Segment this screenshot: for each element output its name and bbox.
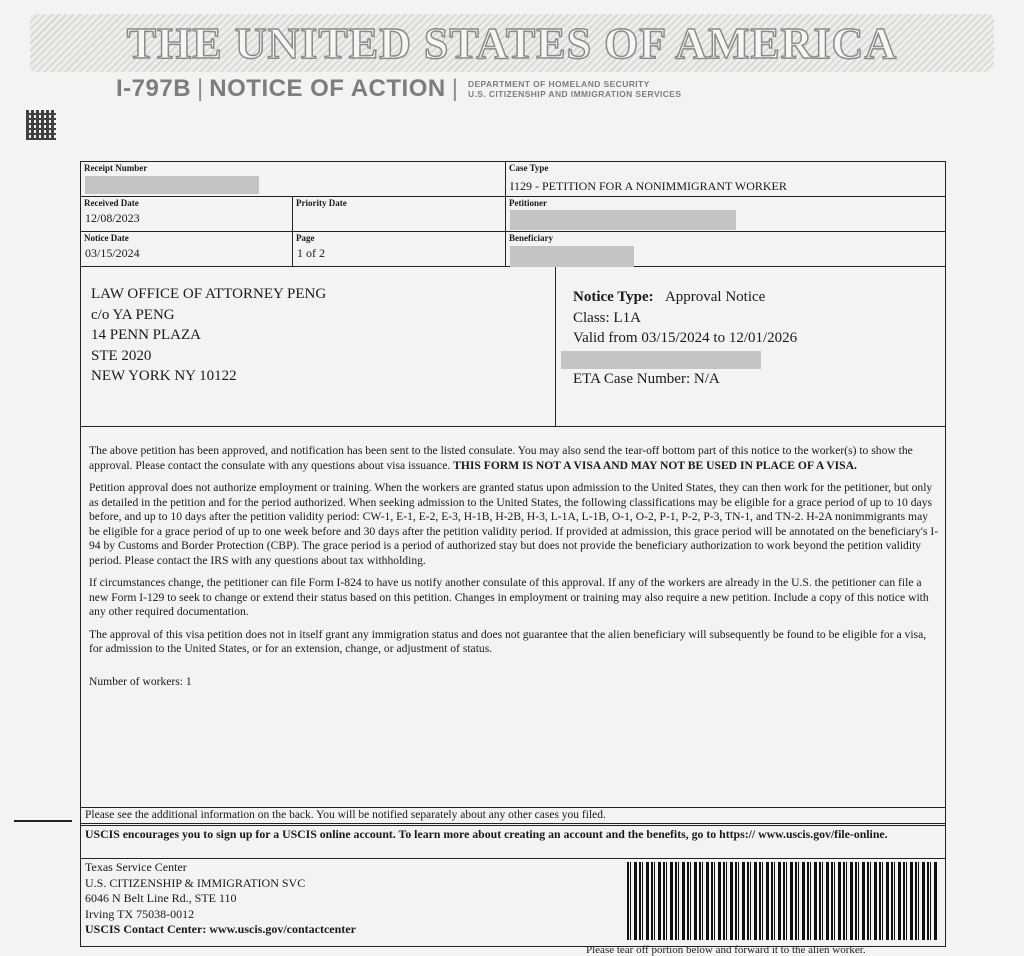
mailing-address [91,284,326,387]
service-center-org: U.S. CITIZENSHIP & IMMIGRATION SVC [85,875,306,890]
address-line-1: LAW OFFICE OF ATTORNEY PENG [91,286,327,302]
page-cell [293,232,506,267]
notice-date-label: Notice Date [84,233,129,243]
case-type-label: Case Type [509,163,549,173]
form-header [116,74,681,104]
body-paragraph-1 [89,444,939,473]
body-paragraph-2: Petition approval does not authorize employment or training. When the workers are granted status upon admission to the United States, they can then work for the petitioner, but only as detailed in the petition and for the period authorized. When seeking admission to the United States, the following classifications may be eligible for a grace period of up to 10 days before, and up to 10 days after the petition validity period: CW-1, E-1, E-2, E-3, H-1B, H-2B, H-3, L-1A, L-1B, O-1, O-2, P-1, P-2, P-3, TN-1, and TN-2. H-2A nonimmigrants may be eligible for a grace period of up to one week before and 30 days after the petition validity period. If provided at admission, this grace period will be annotated on the beneficiary's I-94 by Customs and Border Protection (CBP). The grace period is a period of authorized stay but does not provide the beneficiary authorization to work beyond the petition validity period. Please contact the IRS with any questions about tax withholding. [89,481,939,567]
priority-date-label: Priority Date [296,198,347,208]
address-line-3: 14 PENN PLAZA [91,327,202,343]
country-banner [30,14,994,72]
body-paragraph-4: The approval of this visa petition does not in itself grant any immigration status and does not guarantee that the alien beneficiary will subsequently be found to be eligible for a visa, for admission to the United States, or for an extension, change, or adjustment of status. [89,627,927,655]
received-date-label: Received Date [84,198,139,208]
service-center [85,860,356,938]
beneficiary-cell [506,232,945,267]
dept-line-2: U.S. CITIZENSHIP AND IMMIGRATION SERVICES [467,89,682,99]
form-title: NOTICE OF ACTION [209,75,446,102]
receipt-number-cell [81,162,506,197]
header-separator-2: | [451,75,458,102]
petitioner-label: Petitioner [509,198,547,208]
body-paragraph-3: If circumstances change, the petitioner can file Form I-824 to have us notify another consulate of this approval. If any of the workers are already in the U.S. the petitioner can file a new Form I-129 to seek to change or extend their status based on this petition. Changes in employment or training may also require a new petition. Include a copy of this notice with any other required documentation. [89,576,929,618]
additional-info-row [81,807,945,824]
department-name [468,79,682,99]
notice-date-value: 03/15/2024 [85,246,140,260]
page-label: Page [296,233,315,243]
banner-text: THE UNITED STATES OF AMERICA [126,18,898,68]
petitioner-cell [506,197,945,232]
body-p1-normal: The above petition has been approved, and notification has been sent to the listed consulate. You may also send the tear-off bottom part of this notice to the worker(s) to show the approval. Please contact the consulate with any questions about visa issuance. [89,444,913,472]
notice-type-value: Approval Notice [664,289,766,305]
tear-off-instruction: Please tear off portion below and forward it to the alien worker. [586,944,866,956]
form-id: I-797B [116,75,192,102]
header-separator: | [197,75,204,102]
page-value: 1 of 2 [297,246,325,260]
eta-line: ETA Case Number: N/A [573,371,720,387]
notice-info [573,287,797,390]
additional-info-text: Please see the additional information on the back. You will be notified separately about any other cases you filed. [85,809,606,821]
service-center-street: 6046 N Belt Line Rd., STE 110 [85,891,237,905]
address-line-5: NEW YORK NY 10122 [91,368,237,384]
address-line-4: STE 2020 [91,347,152,364]
received-date-value: 12/08/2023 [85,211,140,225]
uscis-online-row [81,825,945,859]
notice-type-label: Notice Type: [573,289,654,305]
notice-date-cell [81,232,293,267]
body-p1-bold: THIS FORM IS NOT A VISA AND MAY NOT BE USED IN PLACE OF A VISA. [453,458,857,472]
redacted-line [573,349,797,370]
uscis-online-text: USCIS encourages you to sign up for a USCIS online account. To learn more about creating an account and the benefits, go to https:// www.uscis.gov/file-online. [85,827,888,841]
beneficiary-label: Beneficiary [509,233,553,243]
case-type-value: I129 - PETITION FOR A NONIMMIGRANT WORKER [510,179,787,193]
number-of-workers: Number of workers: 1 [89,674,192,688]
service-center-name: Texas Service Center [85,860,187,874]
petitioner-redacted [510,210,736,230]
class-line: Class: L1A [573,309,641,326]
dept-line-1: DEPARTMENT OF HOMELAND SECURITY [467,79,650,89]
notice-body [89,444,939,697]
notice-redacted [561,351,761,369]
fold-mark [14,820,72,822]
receipt-number-redacted [85,176,259,194]
beneficiary-redacted [510,246,634,267]
received-date-cell [81,197,293,232]
contact-center: USCIS Contact Center: www.uscis.gov/contactcenter [85,922,356,936]
priority-date-cell [293,197,506,232]
address-line-2: c/o YA PENG [91,306,175,323]
barcode-icon [627,862,937,940]
receipt-number-label: Receipt Number [84,163,148,173]
qr-code-icon [26,110,56,140]
notice-form [80,161,946,947]
valid-line: Valid from 03/15/2024 to 12/01/2026 [573,330,798,346]
service-center-city: Irving TX 75038-0012 [85,906,195,921]
case-type-cell [506,162,945,197]
